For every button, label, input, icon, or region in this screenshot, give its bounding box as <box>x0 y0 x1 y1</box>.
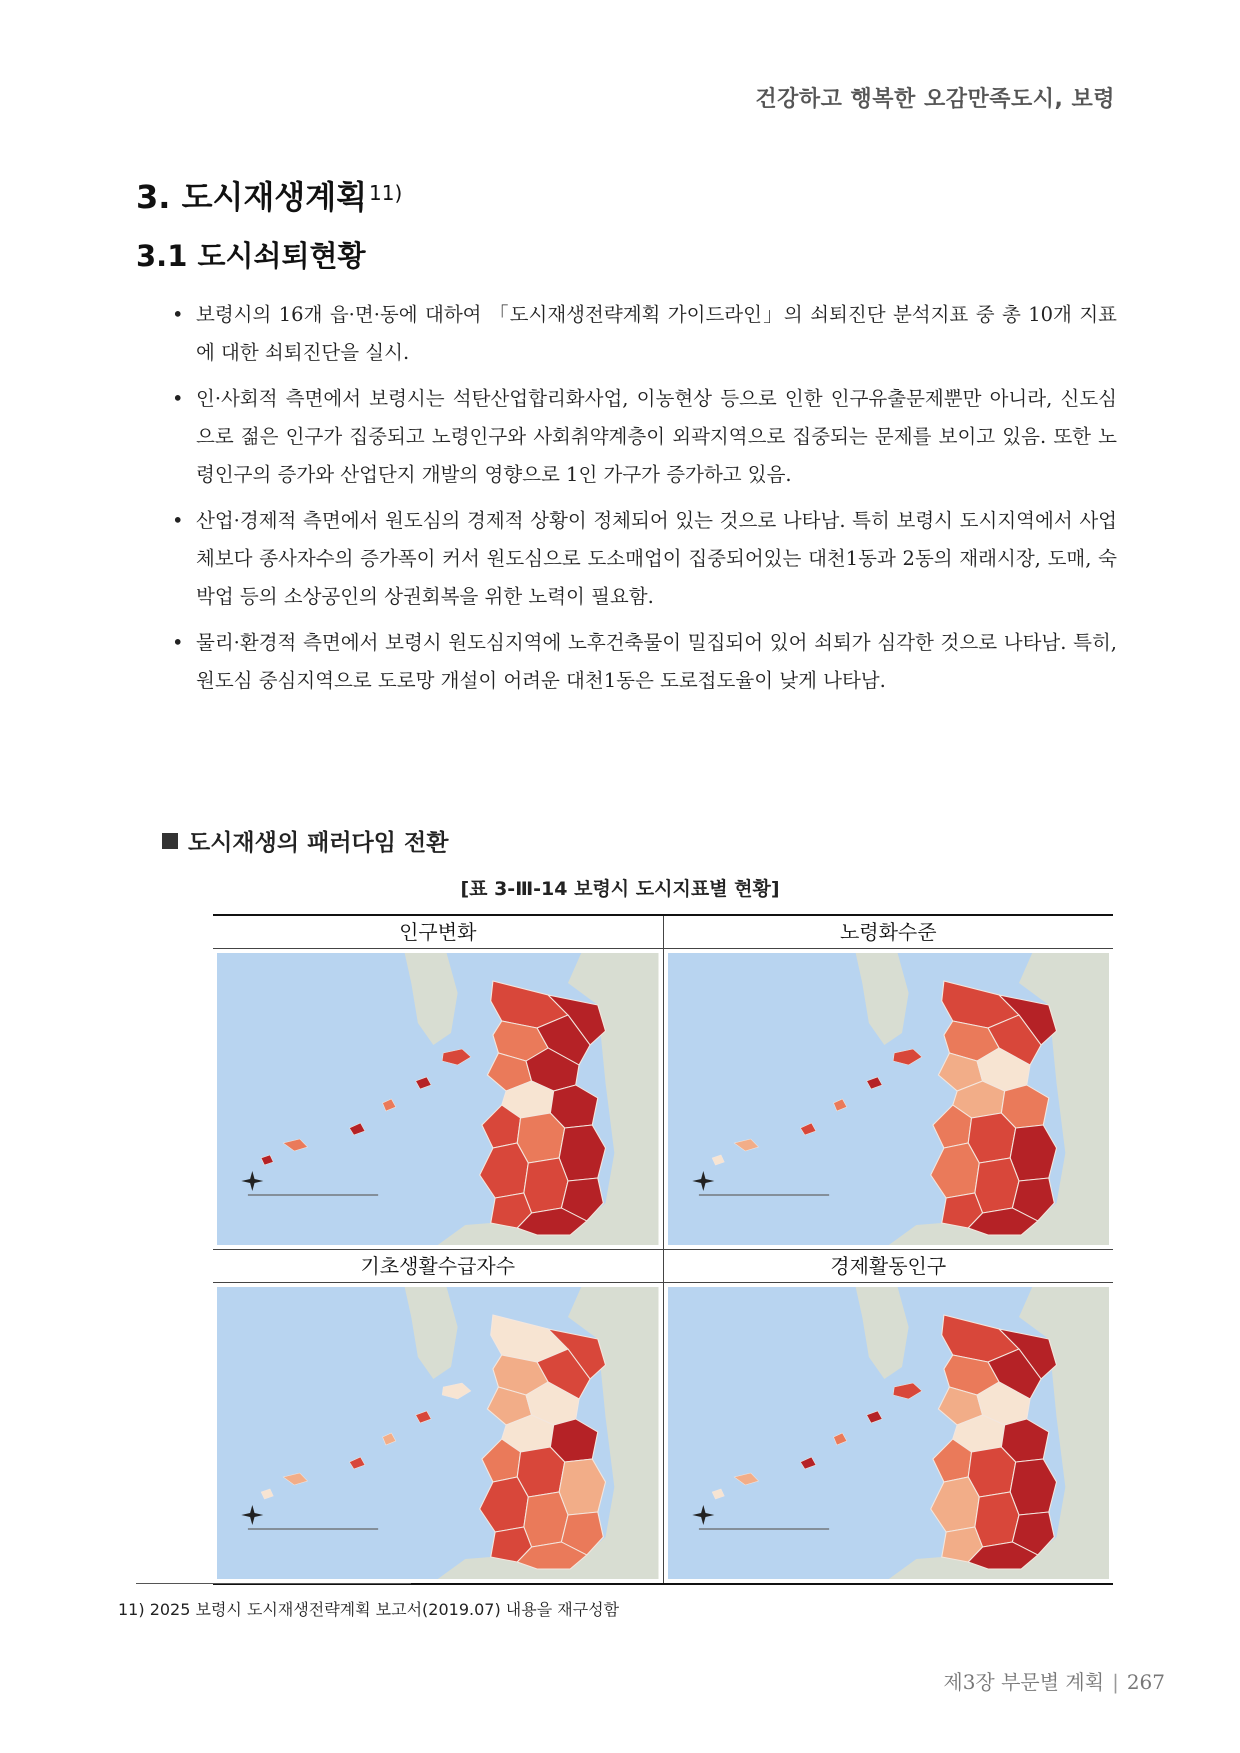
map-table-header-row <box>213 916 1113 949</box>
district-region <box>974 1158 1018 1213</box>
economically-active-population-map <box>668 1287 1110 1579</box>
map-table-row <box>213 949 1113 1250</box>
bullet-text: 물리·환경적 측면에서 보령시 원도심지역에 노후건축물이 밀집되어 있어 쇠퇴가 심각한 것으로 나타남. 특히, 원도심 중심지역으로 도로망 개설이 어려운 대천1동은 도로접도율이 낮게 나타남. <box>196 631 1117 692</box>
map-table-row <box>213 1283 1113 1583</box>
bullet-marker: • <box>172 631 184 654</box>
district-region <box>974 1492 1018 1547</box>
map-title: 경제활동인구 <box>663 1250 1114 1282</box>
running-header: 건강하고 행복한 오감만족도시, 보령 <box>755 87 1115 112</box>
footer-chapter: 제3장 부문별 계획 <box>943 1670 1105 1694</box>
basic-livelihood-recipients-map <box>217 1287 659 1579</box>
bullet-text: 보령시의 16개 읍·면·동에 대하여 「도시재생전략계획 가이드라인」의 쇠퇴진단 분석지표 중 총 10개 지표에 대한 쇠퇴진단을 실시. <box>196 303 1117 364</box>
bullet-item <box>172 502 1117 616</box>
body-text <box>172 296 1117 708</box>
bullet-marker: • <box>172 303 184 326</box>
bullet-item <box>172 624 1117 700</box>
bullet-marker: • <box>172 387 184 410</box>
map-cell <box>213 1283 663 1583</box>
bullet-marker: • <box>172 509 184 532</box>
footnote-divider <box>136 1583 411 1584</box>
table-caption: [표 3-Ⅲ-14 보령시 도시지표별 현황] <box>460 878 780 900</box>
footnote: 11) 2025 보령시 도시재생전략계획 보고서(2019.07) 내용을 재구성함 <box>118 1600 620 1619</box>
section-title-text: 3. 도시재생계획 <box>136 178 368 216</box>
section-title <box>136 172 402 218</box>
map-title: 기초생활수급자수 <box>360 1254 516 1278</box>
map-table-header-row <box>213 1250 1113 1283</box>
map-cell <box>663 949 1114 1249</box>
subsection-title: 3.1 도시쇠퇴현황 <box>136 239 366 273</box>
paradigm-heading <box>162 824 448 857</box>
map-cell <box>663 1283 1114 1583</box>
bullet-item <box>172 380 1117 494</box>
map-table <box>213 914 1113 1585</box>
district-region <box>524 1158 568 1213</box>
population-change-map <box>217 953 659 1245</box>
page-footer <box>943 1666 1165 1695</box>
footnote-ref[interactable]: 11) <box>369 181 403 205</box>
footer-separator: | <box>1112 1670 1119 1694</box>
bullet-item <box>172 296 1117 372</box>
aging-level-map <box>668 953 1110 1245</box>
square-bullet-icon <box>162 833 178 849</box>
paradigm-heading-text: 도시재생의 패러다임 전환 <box>188 830 449 856</box>
bullet-text: 인·사회적 측면에서 보령시는 석탄산업합리화사업, 이농현상 등으로 인한 인구유출문제뿐만 아니라, 신도심으로 젊은 인구가 집중되고 노령인구와 사회취약계층이 외곽지역으로 집중되는 문제를 보이고 있음. 또한 노령인구의 증가와 산업단지 개발의 영향으로 1인 가구가 증가하고 있음. <box>196 387 1117 486</box>
map-title: 인구변화 <box>399 920 477 944</box>
page-number: 267 <box>1126 1670 1165 1694</box>
bullet-text: 산업·경제적 측면에서 원도심의 경제적 상황이 정체되어 있는 것으로 나타남. 특히 보령시 도시지역에서 사업체보다 종사자수의 증가폭이 커서 원도심으로 도소매업이 집중되어있는 대천1동과 2동의 재래시장, 도매, 숙박업 등의 소상공인의 상권회복을 위한 노력이 필요함. <box>196 509 1117 608</box>
map-cell <box>213 949 663 1249</box>
district-region <box>524 1492 568 1547</box>
map-title: 노령화수준 <box>663 916 1114 948</box>
